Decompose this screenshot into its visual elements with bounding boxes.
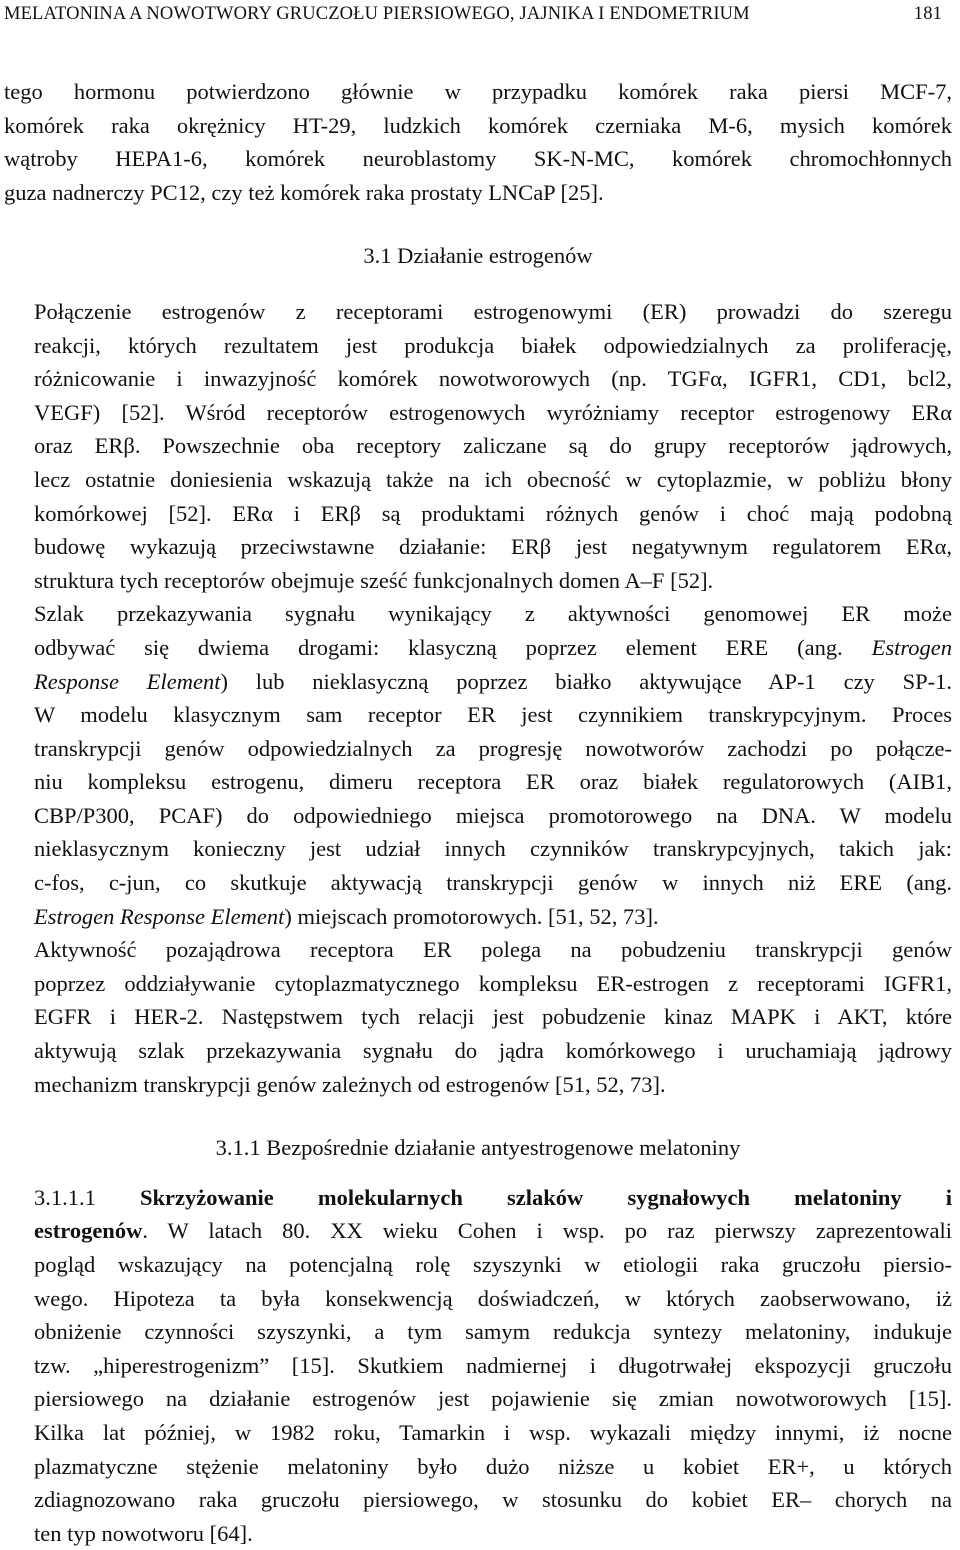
text-segment: . W latach 80. XX wieku Cohen i wsp. po raz pierwszy zaprezentowali [142, 1218, 952, 1244]
italic-term: Estrogen [871, 634, 952, 660]
page-number: 181 [913, 4, 942, 24]
paragraph-melatonin-estrogen-crosstalk [4, 1181, 952, 1550]
subsection-number: 3.1.1.1 [34, 1184, 141, 1210]
text-line: mechanizm transkrypcji genów zależnych od estrogenów [51, 52, 73]. [34, 1071, 666, 1097]
text-line: reakcji, których rezultatem jest produkcja białek odpowiedzialnych za proliferację, [34, 332, 952, 358]
text-line: niu kompleksu estrogenu, dimeru receptora ER oraz białek regulatorowych (AIB1, [34, 769, 952, 795]
paragraph-signal-pathway [4, 597, 952, 933]
text-segment: ) miejscach promotorowych. [51, 52, 73]. [284, 903, 659, 929]
text-line: budowę wykazują przeciwstawne działanie: ERβ jest negatywnym regulatorem ERα, [34, 534, 952, 560]
text-line: Szlak przekazywania sygnału wynikający z aktywności genomowej ER może [34, 601, 952, 627]
text-line: lecz ostatnie doniesienia wskazują także na ich obecność w cytoplazmie, w pobliżu błony [34, 466, 952, 492]
text-line: różnicowanie i inwazyjność komórek nowotworowych (np. TGFα, IGFR1, CD1, bcl2, [34, 366, 952, 392]
running-title: MELATONINA A NOWOTWORY GRUCZOŁU PIERSIOWEGO, JAJNIKA I ENDOMETRIUM [4, 4, 750, 24]
italic-term: Estrogen Response Element [34, 903, 285, 929]
text-line: guza nadnerczy PC12, czy też komórek raka prostaty LNCaP [25]. [4, 179, 604, 205]
text-line: Połączenie estrogenów z receptorami estrogenowymi (ER) prowadzi do szeregu [34, 298, 952, 324]
text-line: EGFR i HER-2. Następstwem tych relacji jest pobudzenie kinaz MAPK i AKT, które [34, 1004, 952, 1030]
text-line: W modelu klasycznym sam receptor ER jest czynnikiem transkrypcyjnym. Proces [34, 702, 952, 728]
text-line: wątroby HEPA1-6, komórek neuroblastomy SK-N-MC, komórek chromochłonnych [4, 146, 952, 172]
text-line: wego. Hipoteza ta była konsekwencją doświadczeń, w których zaobserwowano, iż [34, 1285, 952, 1311]
text-line: VEGF) [52]. Wśród receptorów estrogenowych wyróżniamy receptor estrogenowy ERα [34, 399, 952, 425]
text-line: komórkowej [52]. ERα i ERβ są produktami różnych genów i choć mają podobną [34, 500, 952, 526]
italic-term: Response Element [34, 668, 221, 694]
text-line: plazmatyczne stężenie melatoniny było dużo niższe u kobiet ER+, u których [34, 1453, 952, 1479]
text-segment: odbywać się dwiema drogami: klasyczną poprzez element ERE (ang. [34, 634, 872, 660]
text-line [4, 665, 952, 699]
runin-heading: Skrzyżowanie molekularnych szlaków sygnałowych melatoniny i [140, 1184, 952, 1210]
paragraph-estrogen-receptors [4, 295, 952, 597]
text-line [4, 1214, 952, 1248]
text-line: aktywują szlak przekazywania sygnału do jądra komórkowego i uruchamiają jądrowy [34, 1038, 952, 1064]
runin-heading: estrogenów [34, 1218, 143, 1244]
text-line: komórek raka okrężnicy HT-29, ludzkich komórek czerniaka M-6, mysich komórek [4, 112, 952, 138]
text-line: obniżenie czynności szyszynki, a tym samym redukcja syntezy melatoniny, indukuje [34, 1319, 952, 1345]
paragraph-continued [4, 75, 952, 209]
text-line: pogląd wskazujący na potencjalną rolę szyszynki w etiologii raka gruczołu piersio- [34, 1252, 952, 1277]
text-line: tego hormonu potwierdzono głównie w przypadku komórek raka piersi MCF-7, [4, 79, 952, 104]
text-line: Aktywność pozajądrowa receptora ER polega na pobudzeniu transkrypcji genów [34, 937, 952, 963]
section-heading-3-1: 3.1 Działanie estrogenów [363, 243, 593, 269]
section-heading-3-1-1: 3.1.1 Bezpośrednie działanie antyestrogenowe melatoniny [215, 1135, 741, 1161]
paragraph-extranuclear-activity [4, 933, 952, 1101]
text-line: poprzez oddziaływanie cytoplazmatycznego kompleksu ER-estrogen z receptorami IGFR1, [34, 970, 952, 996]
text-line: struktura tych receptorów obejmuje sześć funkcjonalnych domen A–F [52]. [34, 567, 714, 593]
article-body [4, 75, 952, 1550]
text-line [4, 900, 952, 934]
text-line: Kilka lat później, w 1982 roku, Tamarkin i wsp. wykazali między innymi, iż nocne [34, 1419, 952, 1445]
text-line: transkrypcji genów odpowiedzialnych za progresję nowotworów zachodzi po połącze- [34, 735, 952, 761]
text-line: tzw. „hiperestrogenizm” [15]. Skutkiem nadmiernej i długotrwałej ekspozycji gruczołu [34, 1352, 952, 1378]
text-line [4, 1181, 952, 1215]
text-line: c-fos, c-jun, co skutkuje aktywacją transkrypcji genów w innych niż ERE (ang. [34, 870, 952, 896]
text-line: nieklasycznym konieczny jest udział innych czynników transkrypcyjnych, takich jak: [34, 836, 952, 862]
text-line: CBP/P300, PCAF) do odpowiedniego miejsca promotorowego na DNA. W modelu [34, 802, 952, 828]
text-line: piersiowego na działanie estrogenów jest pojawienie się zmian nowotworowych [15]. [34, 1386, 952, 1412]
text-line: zdiagnozowano raka gruczołu piersiowego, w stosunku do kobiet ER– chorych na [34, 1487, 952, 1513]
text-line: oraz ERβ. Powszechnie oba receptory zaliczane są do grupy receptorów jądrowych, [34, 433, 952, 459]
running-header [4, 4, 942, 24]
text-line [4, 631, 952, 665]
text-segment: ) lub nieklasyczną poprzez białko aktywujące AP-1 czy SP-1. [220, 668, 952, 694]
text-line: ten typ nowotworu [64]. [34, 1520, 253, 1546]
